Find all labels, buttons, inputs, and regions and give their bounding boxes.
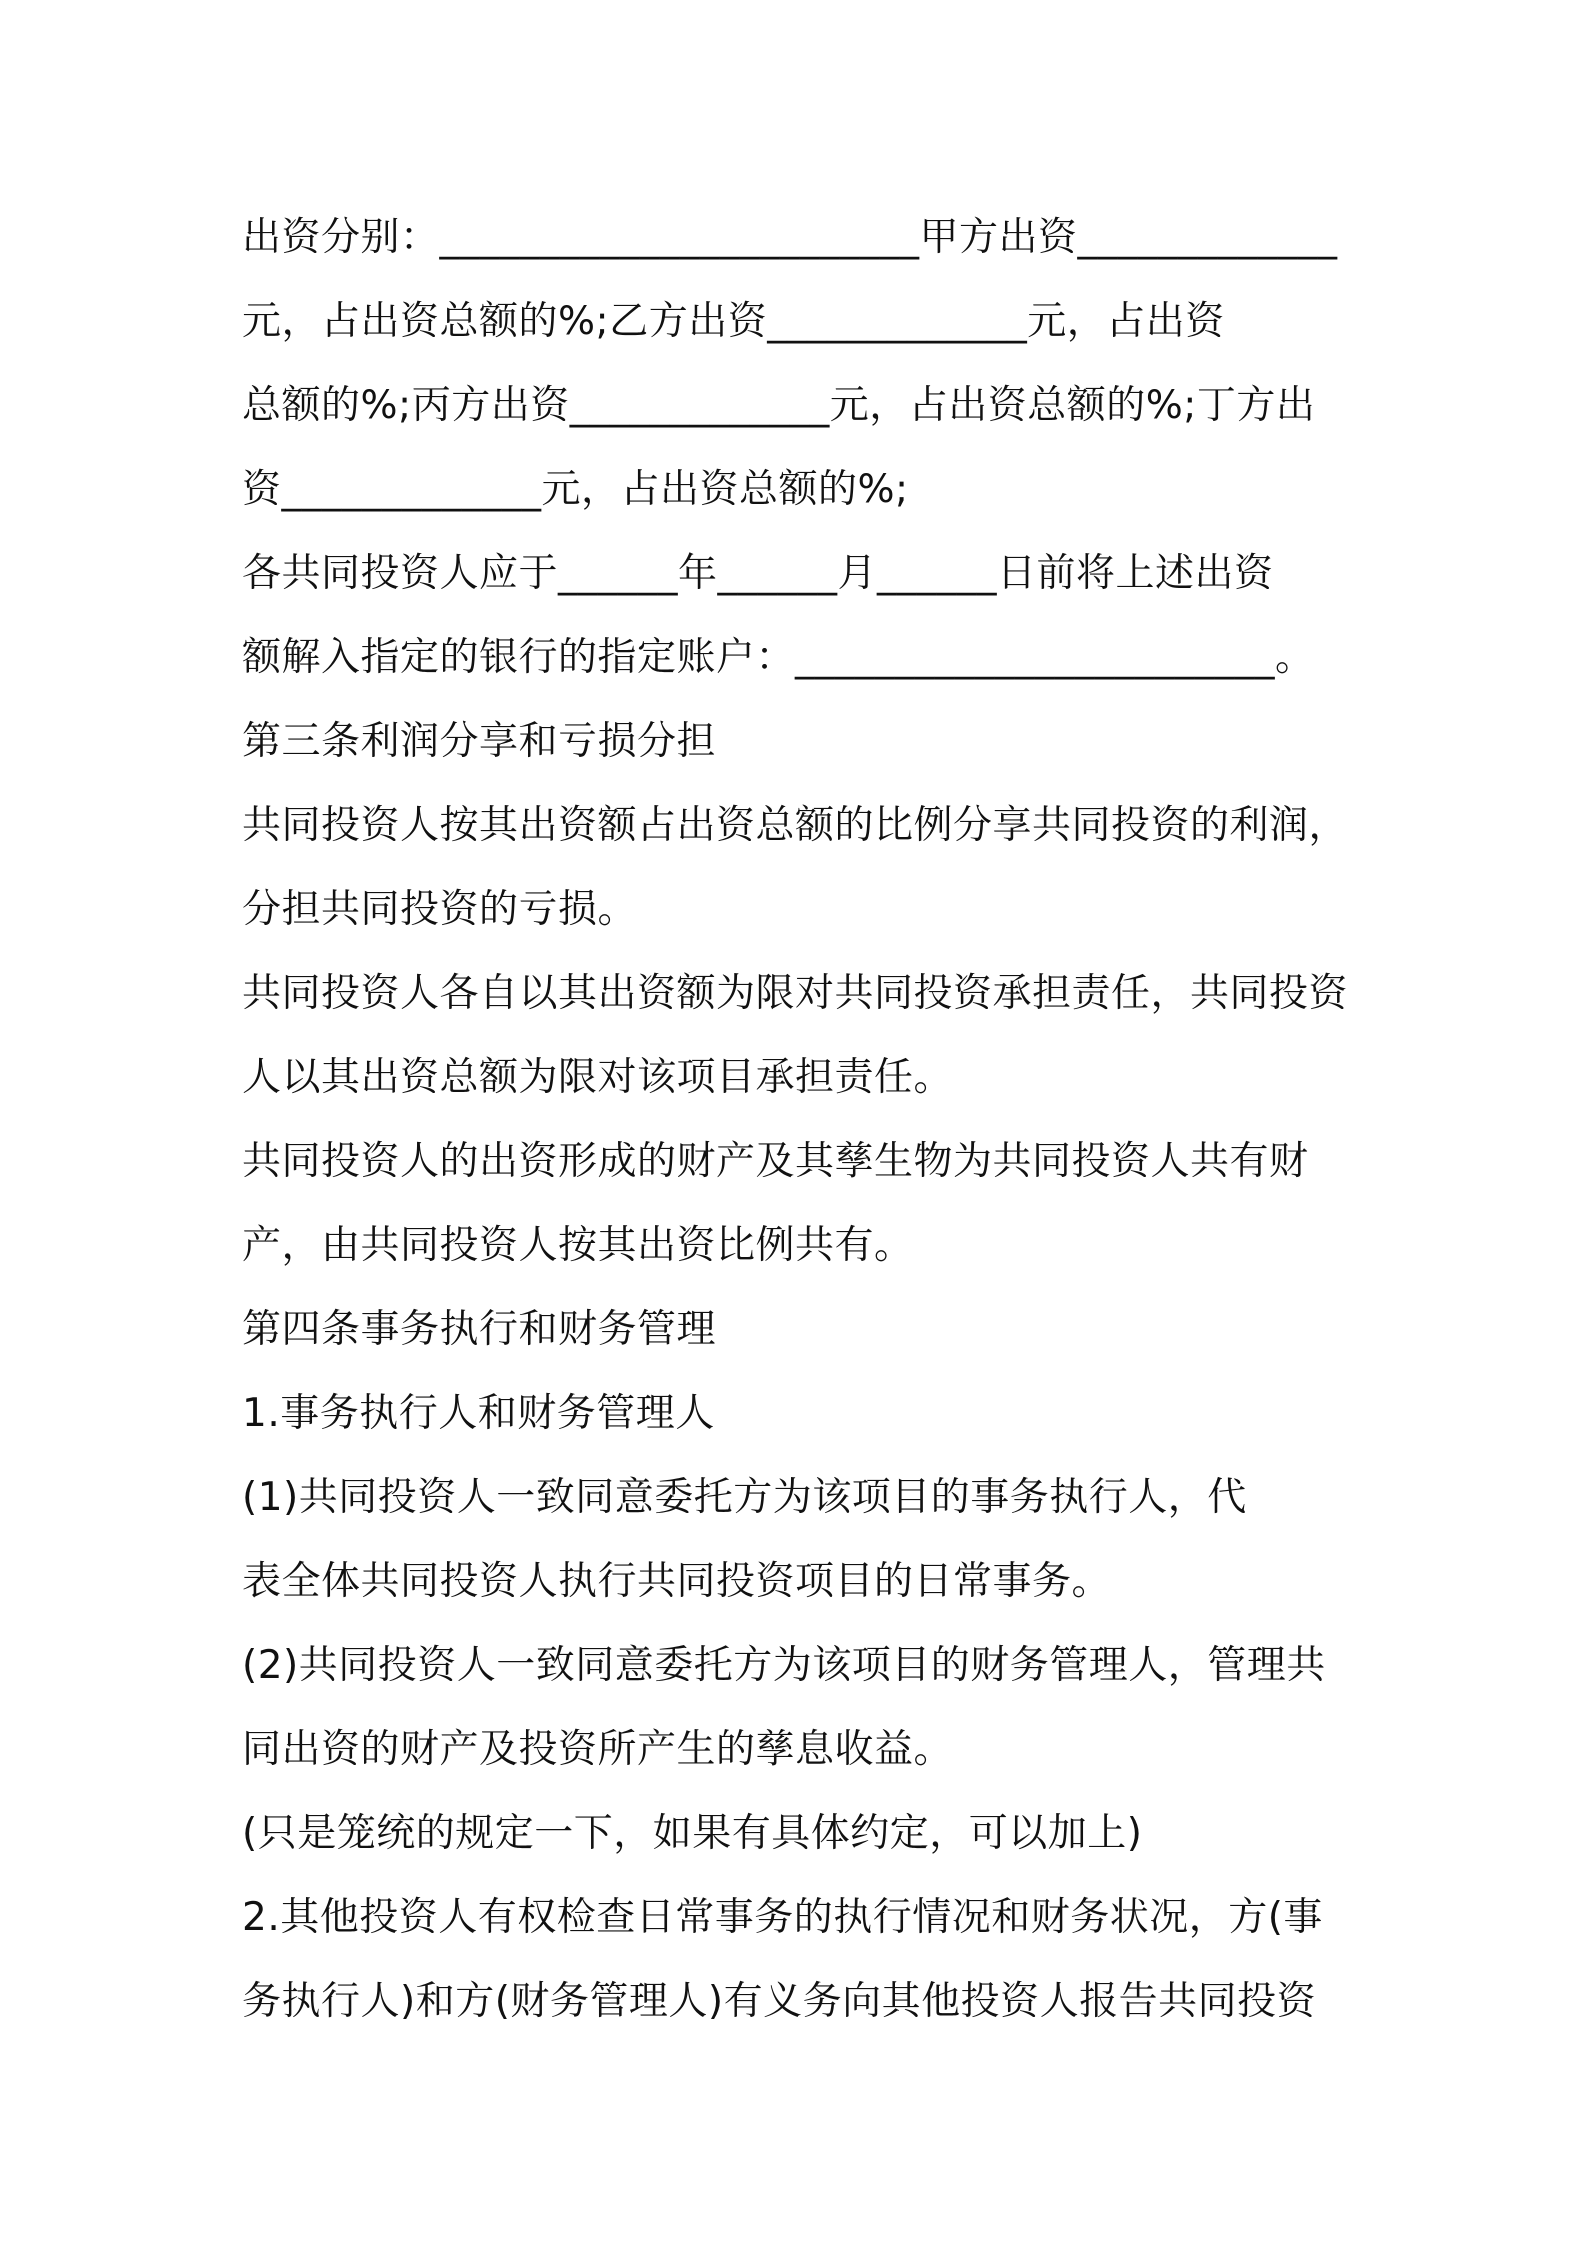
- bank-account-line: 额解入指定的银行的指定账户：________________________。: [242, 635, 1315, 680]
- document-body: [242, 196, 1362, 2044]
- contribution-split-line: 出资分别：________________________甲方出资_____________: [242, 215, 1338, 260]
- payment-deadline-line: 各共同投资人应于______年______月______日前将上述出资: [242, 551, 1274, 596]
- section-2-paragraph-cont: 务执行人)和方(财务管理人)有义务向其他投资人报告共同投资: [242, 1979, 1317, 2024]
- party-d-contribution-line: 资_____________元，占出资总额的%;: [242, 467, 909, 512]
- article-four-heading: 第四条事务执行和财务管理: [242, 1307, 717, 1352]
- article-three-heading: 第三条利润分享和亏损分担: [242, 719, 717, 764]
- liability-paragraph: 共同投资人各自以其出资额为限对共同投资承担责任，共同投资: [242, 971, 1349, 1016]
- liability-paragraph-cont: 人以其出资总额为限对该项目承担责任。: [242, 1055, 954, 1100]
- clause-1-1-cont: 表全体共同投资人执行共同投资项目的日常事务。: [242, 1559, 1112, 1604]
- clause-1-2-cont: 同出资的财产及投资所产生的孳息收益。: [242, 1727, 954, 1772]
- section-1-heading: 1.事务执行人和财务管理人: [242, 1391, 715, 1436]
- profit-sharing-paragraph-cont: 分担共同投资的亏损。: [242, 887, 638, 932]
- clause-1-1: (1)共同投资人一致同意委托方为该项目的事务执行人，代: [242, 1475, 1247, 1520]
- clause-1-2: (2)共同投资人一致同意委托方为该项目的财务管理人，管理共: [242, 1643, 1326, 1688]
- property-paragraph: 共同投资人的出资形成的财产及其孳生物为共同投资人共有财: [242, 1139, 1309, 1184]
- party-b-contribution-line: 元，占出资总额的%;乙方出资_____________元，占出资: [242, 299, 1225, 344]
- section-2-paragraph: 2.其他投资人有权检查日常事务的执行情况和财务状况，方(事: [242, 1895, 1323, 1940]
- property-paragraph-cont: 产，由共同投资人按其出资比例共有。: [242, 1223, 914, 1268]
- profit-sharing-paragraph: 共同投资人按其出资额占出资总额的比例分享共同投资的利润，: [242, 803, 1349, 848]
- note-line: (只是笼统的规定一下，如果有具体约定，可以加上): [242, 1811, 1143, 1856]
- party-c-contribution-line: 总额的%;丙方出资_____________元，占出资总额的%;丁方出: [242, 383, 1316, 428]
